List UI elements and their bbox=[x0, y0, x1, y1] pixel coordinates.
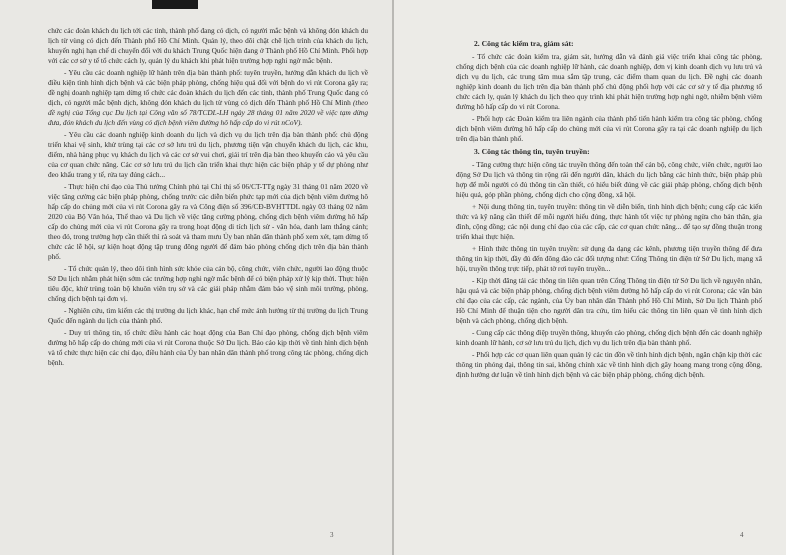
paragraph: - Duy trì thông tin, tổ chức điều hành các hoạt động của Ban Chỉ đạo phòng, chống dịch bệnh viêm đường hô hấp cấp do chủng mới của vi rút Corona thuộc Sở Du lịch. Báo cáo kịp thời về tình hình dịch bệnh và tổ chức thực hiện các chỉ đạo, điều hành của Ủy ban nhân dân thành phố trong công tác phòng, chống dịch bệnh. bbox=[48, 328, 368, 367]
paragraph: - Tăng cường thực hiện công tác truyền thông đến toàn thể cán bộ, công chức, viên chức, người lao động Sở Du lịch và thông tin rộng rãi đến người dân, khách du lịch bằng các hình thức, biện pháp phù hợp để mỗi người có đủ thông tin cần thiết, có hiểu biết đúng về các giải pháp phòng, chống dịch bệnh hiệu quả, góp phần phòng, chống dịch cho cộng đồng, xã hội. bbox=[456, 160, 762, 199]
left-page bbox=[0, 0, 392, 555]
paragraph: - Tổ chức quản lý, theo dõi tình hình sức khỏe của cán bộ, công chức, viên chức, người lao động thuộc Sở Du lịch nhằm phát hiện sớm các trường hợp nghi ngờ mắc bệnh để có biện pháp xử lý kịp thời. Thực hiện tiêu độc, khử trùng toàn bộ khuôn viên trụ sở và các giải pháp nhằm đảm bảo vệ sinh môi trường, phòng, chống dịch bệnh tại đơn vị. bbox=[48, 264, 368, 303]
paragraph: - Thực hiện chỉ đạo của Thủ tướng Chính phủ tại Chỉ thị số 06/CT-TTg ngày 31 tháng 01 năm 2020 về việc tăng cường các biện pháp phòng, chống trước các diễn biến phức tạp mới của dịch bệnh viêm đường hô hấp cấp do chủng mới của vi rút Corona gây ra và Công điện số 396/CĐ-BVHTTDL ngày 03 tháng 02 năm 2020 của Bộ Văn hóa, Thể thao và Du lịch về việc tăng cường phòng, chống dịch bệnh viêm đường hô hấp cấp do chủng mới của vi rút Corona gây ra trong hoạt động di tích lịch sử - văn hóa, danh lam thắng cảnh; theo đó, trong trường hợp cần thiết thì rà soát và tham mưu Ủy ban nhân dân thành phố xem xét, tạm dừng tổ chức các lễ hội, sự kiện hoạt động tập trung đông người để đảm bảo phòng chống dịch trên địa bàn thành phố. bbox=[48, 182, 368, 261]
paragraph: - Kịp thời đăng tải các thông tin liên quan trên Cổng Thông tin điện tử Sở Du lịch về nguyên nhân, hậu quả và các biện pháp phòng, chống dịch bệnh viêm đường hô hấp cấp do vi rút Corona; các văn bản chỉ đạo của các cấp, các ngành, của Ủy ban nhân dân Thành phố Hồ Chí Minh, Sở Du lịch Thành phố Hồ Chí Minh để thuận tiện cho người dân tra cứu, tìm hiểu các thông tin liên quan về tình hình dịch bệnh và cách phòng, chống dịch bệnh. bbox=[456, 276, 762, 325]
paragraph: - Phối hợp các Đoàn kiểm tra liên ngành của thành phố tiến hành kiểm tra công tác phòng, chống dịch bệnh viêm đường hô hấp cấp do chủng mới của vi rút Corona gây ra tại các doanh nghiệp du lịch trên địa bàn thành phố. bbox=[456, 114, 762, 143]
paragraph: - Tổ chức các đoàn kiểm tra, giám sát, hướng dẫn và đánh giá việc triển khai công tác phòng, chống dịch bệnh của các doanh nghiệp lữ hành, các doanh nghiệp, đơn vị kinh doanh dịch vụ lưu trú và dịch vụ du lịch, các trung tâm mua sắm tập trung, các điểm tham quan du lịch. Đề nghị các doanh nghiệp kinh doanh du lịch trên địa bàn thành phố chủ động phối hợp với các cơ sở y tế địa phương tổ chức cách ly, quản lý khách du lịch theo quy trình khi phát hiện trường hợp nghi ngờ, nhiễm bệnh viêm đường hô hấp cấp do vi rút Corona. bbox=[456, 52, 762, 111]
paragraph: chức các đoàn khách du lịch tới các tỉnh, thành phố đang có dịch, có người mắc bệnh và không đón khách du lịch từ vùng có dịch đến Thành phố Hồ Chí Minh. Quản lý, theo dõi chặt chẽ lịch trình của khách du lịch, khuyến nghị hạn chế di chuyển đối với du khách Trung Quốc hiện đang ở Thành phố Hồ Chí Minh. Phối hợp với các cơ sở y tế tổ chức cách ly, quản lý du khách khi phát hiện trường hợp nghi ngờ mắc bệnh. bbox=[48, 26, 368, 65]
page-number: 3 bbox=[330, 531, 334, 539]
paragraph: - Phối hợp các cơ quan liên quan quản lý các tin đồn về tình hình dịch bệnh, ngăn chặn kịp thời các thông tin phóng đại, thông tin sai, không chính xác về tình hình dịch gây hoang mang trong cộng đồng, định hướng dư luận về tình hình dịch bệnh và các biện pháp phòng, chống dịch bệnh. bbox=[456, 350, 762, 379]
paragraph: + Hình thức thông tin tuyên truyền: sử dụng đa dạng các kênh, phương tiện truyền thông để đưa thông tin kịp thời, đầy đủ đến đông đảo các đối tượng như: Cổng Thông tin điện tử Sở Du lịch, mạng xã hội, truyền thông trực tiếp, phát tờ rơi tuyên truyền... bbox=[456, 244, 762, 273]
paragraph bbox=[48, 68, 368, 128]
top-tab-mark bbox=[152, 0, 198, 9]
paragraph-note: (theo đề nghị của Tổng cục Du lịch tại Công văn số 78/TCDL-LH ngày 28 tháng 01 năm 2020 về việc tạm dừng đưa, đón khách du lịch đến vùng có dịch bệnh viêm đường hô hấp cấp do vi rút nCoV). bbox=[48, 98, 368, 127]
paragraph-text: - Yêu cầu các doanh nghiệp lữ hành trên địa bàn thành phố: tuyên truyền, hướng dẫn khách du lịch về điều kiện tình hình dịch bệnh và các biện pháp phòng, chống hiệu quả đối với bệnh do vi rút Corona gây ra; đề nghị doanh nghiệp tạm dừng tổ chức các đoàn khách du lịch đến các tỉnh, thành phố Trung Quốc đang có dịch, có người mắc bệnh dịch, không đón khách du lịch từ vùng có dịch đến Thành phố Hồ Chí Minh bbox=[48, 68, 368, 107]
paragraph: + Nội dung thông tin, tuyên truyền: thông tin về diễn biến, tình hình dịch bệnh; cung cấp các kiến thức và kỹ năng cần thiết để mỗi người hiểu đúng, thực hành tốt việc tự phòng ngừa cho bản thân, gia đình, cộng đồng; các nội dung chỉ đạo của các cấp, các cơ quan chức năng... để tạo sự đồng thuận trong triển khai thực hiện. bbox=[456, 202, 762, 241]
right-page bbox=[394, 0, 786, 555]
paragraph: - Nghiên cứu, tìm kiếm các thị trường du lịch khác, hạn chế mức ảnh hưởng từ thị trường du lịch Trung Quốc đến ngành du lịch của thành phố. bbox=[48, 306, 368, 325]
section-heading: 2. Công tác kiểm tra, giám sát: bbox=[474, 39, 574, 48]
section-heading: 3. Công tác thông tin, tuyên truyền: bbox=[474, 147, 590, 156]
paragraph: - Cung cấp các thông điệp truyền thông, khuyến cáo phòng, chống dịch bệnh đến các doanh nghiệp kinh doanh lữ hành, cơ sở lưu trú du lịch, dịch vụ du lịch trên địa bàn thành phố. bbox=[456, 328, 762, 347]
page-number: 4 bbox=[740, 531, 744, 539]
paragraph: - Yêu cầu các doanh nghiệp kinh doanh du lịch và dịch vụ du lịch trên địa bàn thành phố: chủ động triển khai vệ sinh, khử trùng tại các cơ sở lưu trú du lịch, phương tiện vận chuyển khách du lịch, các khu, điểm, nhà hàng phục vụ khách du lịch và các cơ sở vui chơi, giải trí trên địa bàn theo khuyến cáo và yêu cầu của cơ quan chức năng. Các cơ sở lưu trú du lịch cần triển khai thực hiện các biện pháp y tế dự phòng như đeo khẩu trang y tế, rửa tay đúng cách... bbox=[48, 130, 368, 179]
